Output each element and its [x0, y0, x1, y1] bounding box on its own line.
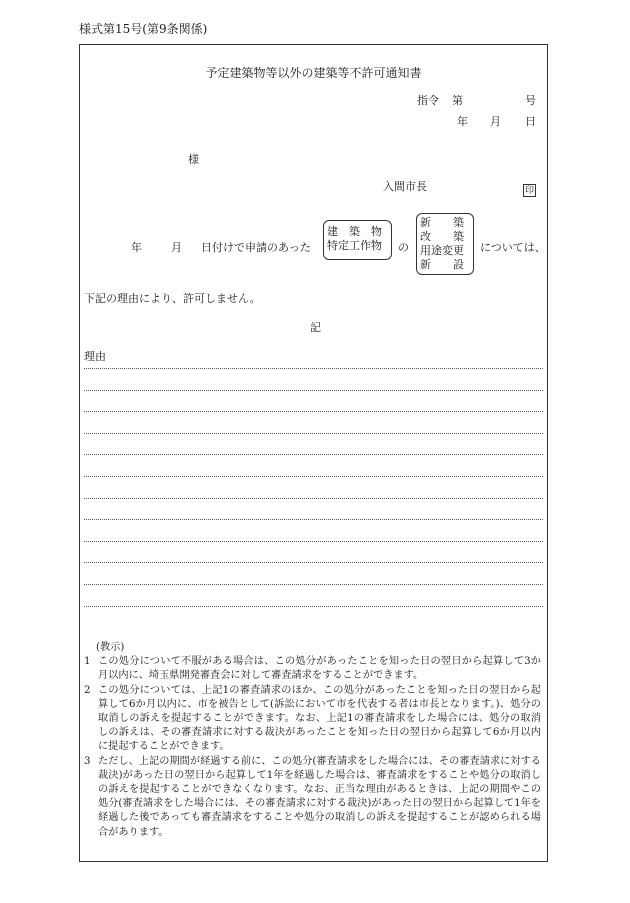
application-month: 月 — [171, 241, 182, 254]
ki-mark: 記 — [310, 321, 321, 334]
reason-line — [84, 562, 543, 563]
note-item-3 — [84, 755, 541, 840]
action-type-bracket — [416, 213, 474, 275]
particle-no: の — [398, 241, 409, 254]
object-building-text: 建 築 物 — [327, 225, 382, 238]
note-item-1 — [84, 655, 541, 683]
action-use-change — [420, 244, 470, 258]
application-tail: については、 — [480, 241, 546, 254]
action-new-build-text: 新 築 — [420, 216, 464, 229]
note-text: この処分について不服がある場合は、この処分があったことを知った日の翌日から起算して3か月以内に、埼玉県開発審査会に対して審査請求をすることができます。 — [98, 656, 541, 682]
reason-line — [84, 476, 543, 477]
action-rebuild-text: 改 築 — [420, 230, 464, 243]
issuer-name: 入間市長 — [383, 180, 427, 193]
addressee-suffix: 様 — [188, 153, 199, 166]
reason-label: 理由 — [84, 350, 106, 363]
document-title: 予定建築物等以外の建築等不許可通知書 — [205, 66, 422, 80]
reason-line — [84, 541, 543, 542]
reason-line — [84, 433, 543, 434]
reason-line — [84, 454, 543, 455]
application-year: 年 — [131, 241, 142, 254]
object-building — [327, 225, 388, 239]
action-use-change-text: 用途変更 — [420, 244, 464, 257]
action-rebuild — [420, 230, 470, 244]
doc-number-prefix: 指令 — [417, 94, 439, 107]
object-type-bracket — [323, 220, 392, 260]
reason-line — [84, 368, 543, 369]
doc-number-dai: 第 — [452, 94, 463, 107]
date-year: 年 — [457, 115, 468, 128]
notes-section — [84, 641, 541, 840]
object-structure-text: 特定工作物 — [327, 239, 382, 252]
note-number: 3 — [84, 755, 91, 767]
object-specified-structure — [327, 239, 388, 253]
note-number: 2 — [84, 684, 91, 696]
note-text: この処分については、上記1の審査請求のほか、この処分があったことを知った日の翌日から起算して6か月以内に、市を被告として(訴訟において市を代表する者は市長となります。)、処分の取消しの訴えを提起することができます。なお、上記1の審査請求をした場合には、処分の取消しの訴えは、その審査請求に対する裁決があったことを知った日の翌日から起算して6か月以内に提起することができます。 — [98, 684, 541, 753]
reason-line — [84, 584, 543, 585]
seal-mark — [523, 178, 536, 197]
action-new-install — [420, 258, 470, 272]
action-new-build — [420, 216, 470, 230]
date-month: 月 — [490, 115, 501, 128]
form-number-label: 様式第15号(第9条関係) — [79, 22, 208, 36]
note-text: ただし、上記の期間が経過する前に、この処分(審査請求をした場合には、その審査請求に対する裁決)があった日の翌日から起算して1年を経過した場合は、審査請求をすることや処分の取消しの訴えを提起することができなくなります。なお、正当な理由があるときは、上記の期間やこの処分(審査請求をした場合には、その審査請求に対する裁決)があった日の翌日から起算して1年を経過した後であっても審査請求をすることや処分の取消しの訴えを提起することが認められる場合があります。 — [98, 755, 541, 838]
reason-sentence: 下記の理由により、許可しません。 — [84, 292, 261, 305]
date-day: 日 — [525, 115, 536, 128]
note-number: 1 — [84, 656, 91, 668]
doc-number-go: 号 — [525, 94, 536, 107]
application-dated-text: 日付けで申請のあった — [201, 241, 311, 254]
notes-heading: (教示) — [96, 642, 125, 653]
reason-line — [84, 411, 543, 412]
notice-frame — [79, 44, 548, 862]
action-new-install-text: 新 設 — [420, 258, 464, 271]
seal-box: 印 — [524, 186, 534, 196]
reason-line — [84, 390, 543, 391]
reason-line — [84, 519, 543, 520]
note-item-2 — [84, 684, 541, 755]
reason-line — [84, 498, 543, 499]
reason-line — [84, 606, 543, 607]
